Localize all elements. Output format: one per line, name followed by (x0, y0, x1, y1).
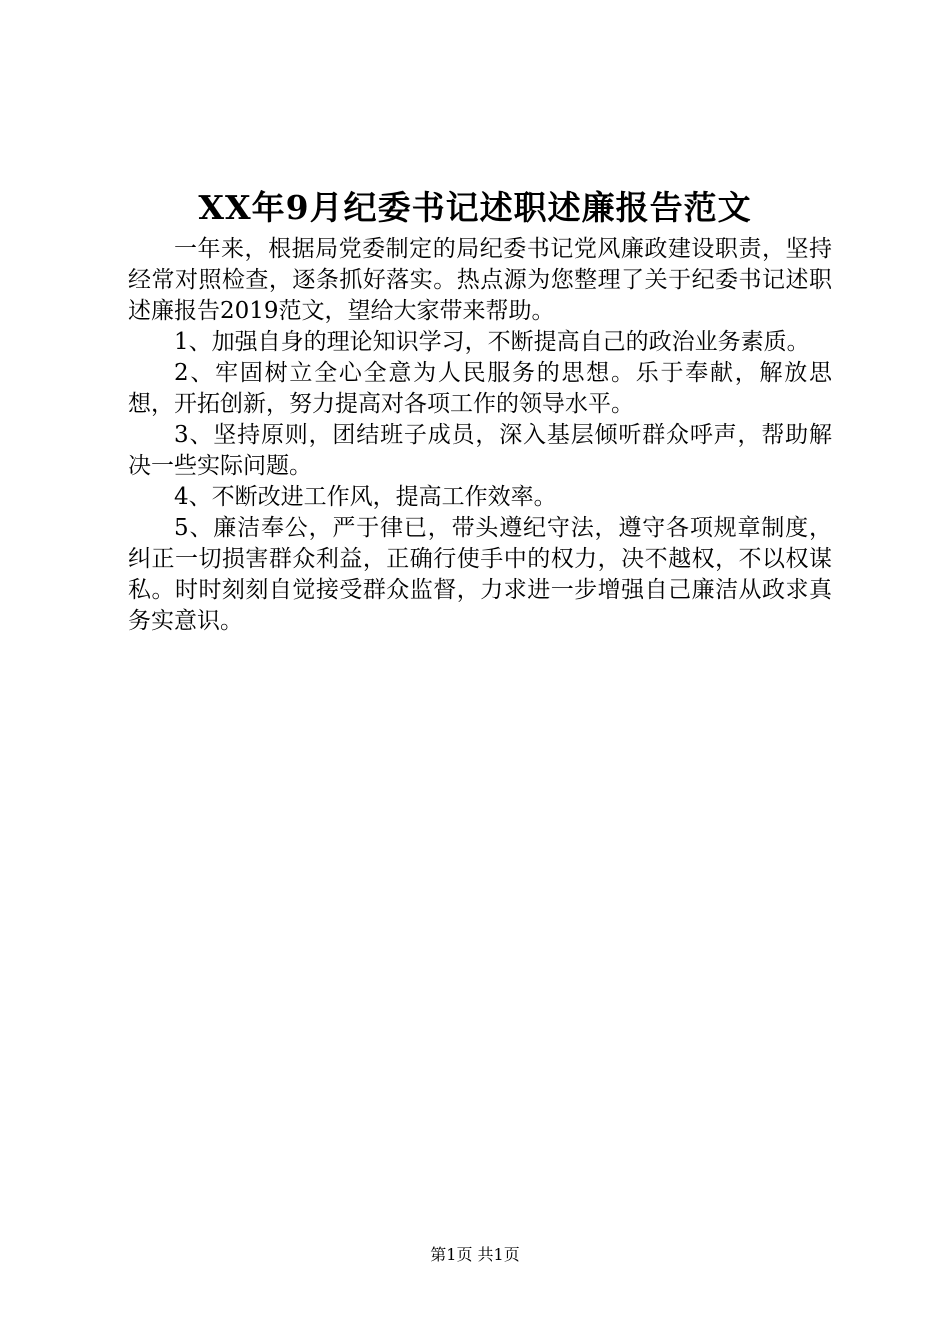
document-body (128, 234, 832, 637)
paragraph-item-1: 1、加强自身的理论知识学习，不断提高自己的政治业务素质。 (174, 329, 810, 355)
paragraph-item-2: 2、牢固树立全心全意为人民服务的思想。乐于奉献，解放思想，开拓创新，努力提高对各项工作的领导水平。 (128, 360, 832, 417)
paragraph-intro: 一年来，根据局党委制定的局纪委书记党风廉政建设职责，坚持经常对照检查，逐条抓好落实。热点源为您整理了关于纪委书记述职述廉报告2019范文，望给大家带来帮助。 (128, 236, 832, 324)
document-title: XX年9月纪委书记述职述廉报告范文 (198, 188, 752, 227)
paragraph-item-5: 5、廉洁奉公，严于律已，带头遵纪守法，遵守各项规章制度，纠正一切损害群众利益，正确行使手中的权力，决不越权，不以权谋私。时时刻刻自觉接受群众监督，力求进一步增强自己廉洁从政求真务实意识。 (128, 515, 832, 634)
paragraph-item-4: 4、不断改进工作风，提高工作效率。 (174, 484, 557, 510)
paragraph-item-3: 3、坚持原则，团结班子成员，深入基层倾听群众呼声，帮助解决一些实际问题。 (128, 422, 832, 479)
page-number-footer: 第1页 共1页 (430, 1245, 520, 1264)
